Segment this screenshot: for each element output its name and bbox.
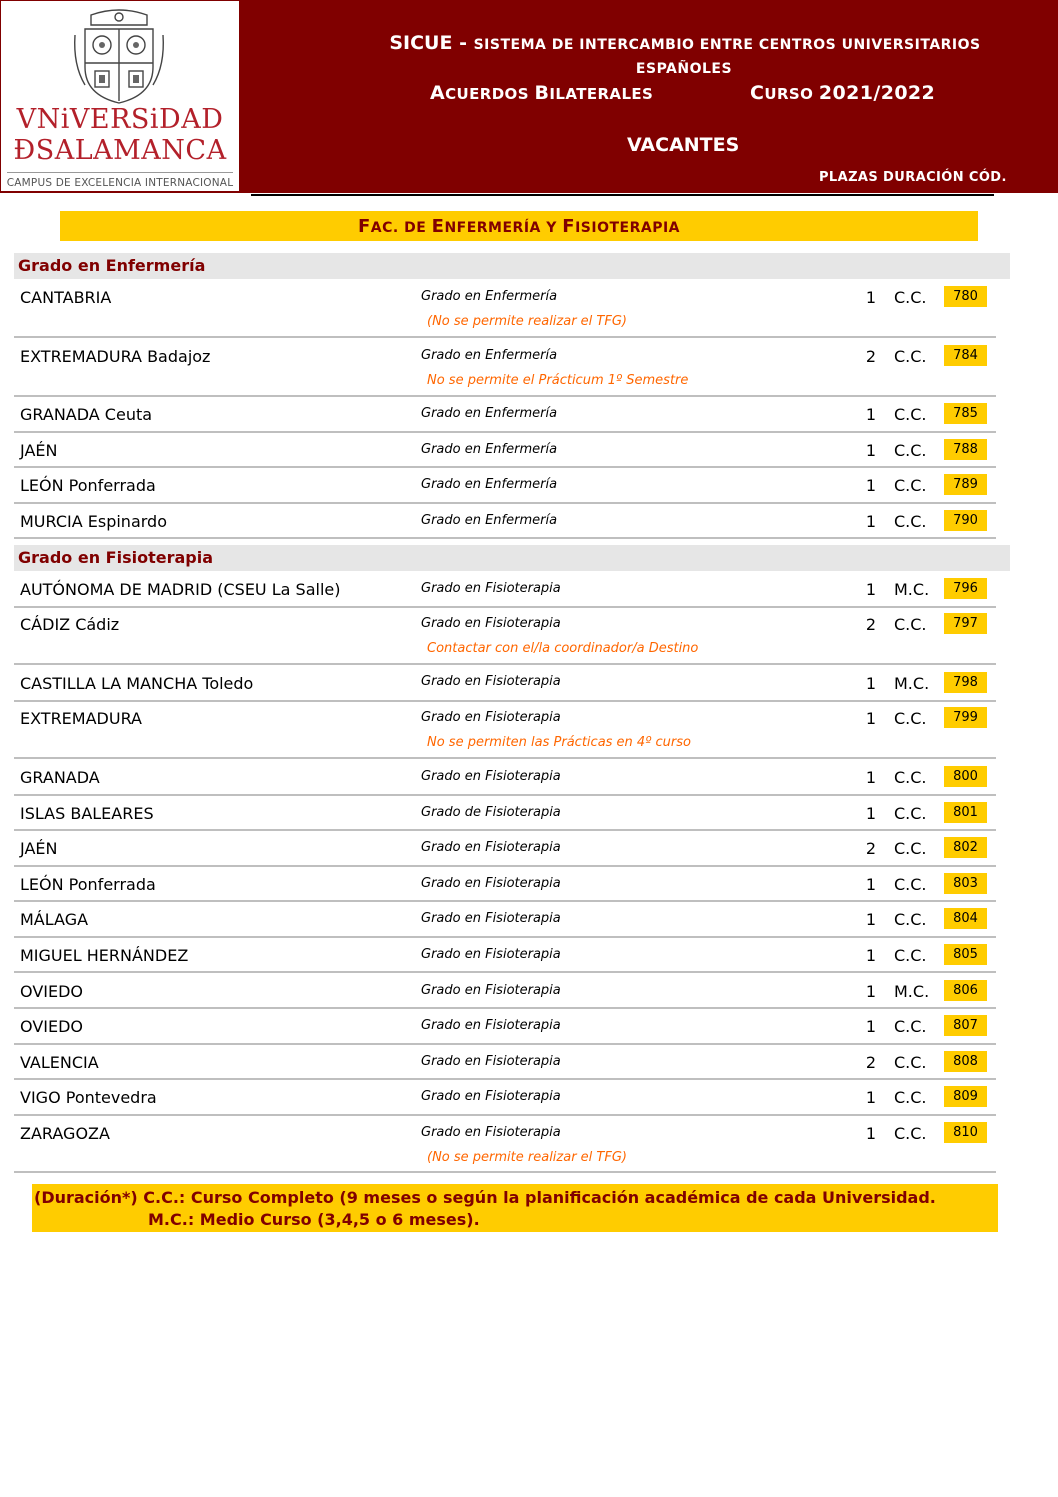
- degree-name: Grado en Enfermería: [421, 442, 558, 457]
- codigo-badge: 808: [944, 1051, 987, 1072]
- university-name: EXTREMADURA: [20, 709, 142, 728]
- degree-name: Grado en Fisioterapia: [421, 769, 561, 784]
- university-name: JAÉN: [20, 441, 58, 460]
- codigo-badge: 809: [944, 1086, 987, 1107]
- university-name: LEÓN Ponferrada: [20, 875, 156, 894]
- plazas-value: 1: [865, 1017, 877, 1036]
- row-separator: [14, 829, 996, 831]
- plazas-value: 1: [865, 580, 877, 599]
- plazas-value: 1: [865, 946, 877, 965]
- section-title: Grado en Enfermería: [18, 256, 206, 275]
- curso-year: 2021/2022: [818, 82, 936, 104]
- plazas-value: 1: [865, 476, 877, 495]
- university-name: VALENCIA: [20, 1053, 99, 1072]
- duracion-value: C.C.: [894, 1124, 927, 1143]
- duracion-value: C.C.: [894, 709, 927, 728]
- duracion-value: C.C.: [894, 946, 927, 965]
- university-name: ZARAGOZA: [20, 1124, 110, 1143]
- university-name: EXTREMADURA Badajoz: [20, 347, 211, 366]
- row-separator: [14, 971, 996, 973]
- acuerdos-cap: A: [430, 82, 446, 104]
- duracion-value: C.C.: [894, 1088, 927, 1107]
- degree-name: Grado en Fisioterapia: [421, 1125, 561, 1140]
- logo-text-line1: VNiVERSiDAD: [16, 104, 224, 135]
- vacantes-heading: VACANTES: [627, 134, 740, 156]
- degree-name: Grado en Fisioterapia: [421, 581, 561, 596]
- page-title: [360, 32, 1010, 54]
- codigo-badge: 806: [944, 980, 987, 1001]
- codigo-badge: 796: [944, 578, 987, 599]
- row-separator: [14, 466, 996, 468]
- bilaterales-cap: B: [534, 82, 550, 104]
- degree-name: Grado en Fisioterapia: [421, 616, 561, 631]
- plazas-value: 1: [865, 982, 877, 1001]
- duracion-value: C.C.: [894, 768, 927, 787]
- title-sicue: SICUE -: [389, 32, 474, 54]
- duracion-value: C.C.: [894, 512, 927, 531]
- university-name: GRANADA: [20, 768, 100, 787]
- row-separator: [14, 1114, 996, 1116]
- degree-name: Grado en Fisioterapia: [421, 947, 561, 962]
- title-line2: ESPAÑOLES: [635, 61, 733, 77]
- row-note: (No se permite realizar el TFG): [427, 1150, 627, 1165]
- plazas-value: 1: [865, 709, 877, 728]
- university-name: VIGO Pontevedra: [20, 1088, 157, 1107]
- header-rule: [251, 194, 994, 196]
- codigo-badge: 802: [944, 837, 987, 858]
- university-name: CASTILLA LA MANCHA Toledo: [20, 674, 254, 693]
- section-header-enfermeria: [14, 253, 1010, 279]
- university-name: ISLAS BALEARES: [20, 804, 154, 823]
- university-name: MURCIA Espinardo: [20, 512, 167, 531]
- plazas-value: 2: [865, 615, 877, 634]
- plazas-value: 2: [865, 839, 877, 858]
- row-note: (No se permite realizar el TFG): [427, 314, 627, 329]
- row-note: No se permiten las Prácticas en 4º curso: [427, 735, 691, 750]
- faculty-cap-1: F: [357, 216, 371, 237]
- plazas-value: 2: [865, 347, 877, 366]
- section-header-fisioterapia: [14, 545, 1010, 571]
- degree-name: Grado en Fisioterapia: [421, 840, 561, 855]
- codigo-badge: 784: [944, 345, 987, 366]
- row-separator: [14, 537, 996, 539]
- row-separator: [14, 431, 996, 433]
- duracion-value: C.C.: [894, 1017, 927, 1036]
- logo-divider: [7, 172, 233, 173]
- logo-text-line2: ÐSALAMANCA: [13, 135, 227, 166]
- duracion-value: C.C.: [894, 405, 927, 424]
- title-description: SISTEMA DE INTERCAMBIO ENTRE CENTROS UNIVERSITARIOS: [473, 37, 981, 53]
- duracion-value: C.C.: [894, 910, 927, 929]
- degree-name: Grado en Enfermería: [421, 406, 558, 421]
- duracion-value: C.C.: [894, 288, 927, 307]
- duracion-value: C.C.: [894, 839, 927, 858]
- codigo-badge: 790: [944, 510, 987, 531]
- row-note: Contactar con el/la coordinador/a Destino: [427, 641, 699, 656]
- university-name: LEÓN Ponferrada: [20, 476, 156, 495]
- plazas-value: 1: [865, 512, 877, 531]
- degree-name: Grado en Enfermería: [421, 513, 558, 528]
- degree-name: Grado en Fisioterapia: [421, 1089, 561, 1104]
- plazas-value: 1: [865, 441, 877, 460]
- faculty-rest-2: NFERMERÍA Y: [444, 220, 563, 236]
- degree-clip: [421, 674, 561, 692]
- duracion-value: M.C.: [894, 674, 930, 693]
- university-name: OVIEDO: [20, 1017, 83, 1036]
- row-separator: [14, 900, 996, 902]
- university-name: OVIEDO: [20, 982, 83, 1001]
- degree-name: Grado en Enfermería: [421, 289, 558, 304]
- curso-rest: URSO: [764, 85, 819, 103]
- plazas-value: 1: [865, 405, 877, 424]
- codigo-badge: 797: [944, 613, 987, 634]
- duracion-value: C.C.: [894, 875, 927, 894]
- codigo-badge: 798: [944, 672, 987, 693]
- degree-name: Grado en Fisioterapia: [421, 1018, 561, 1033]
- university-name: MÁLAGA: [20, 910, 89, 929]
- codigo-badge: 801: [944, 802, 987, 823]
- codigo-badge: 789: [944, 474, 987, 495]
- codigo-badge: 805: [944, 944, 987, 965]
- degree-name: Grado en Fisioterapia: [421, 876, 561, 891]
- row-separator: [14, 794, 996, 796]
- plazas-value: 1: [865, 288, 877, 307]
- row-separator: [14, 606, 996, 608]
- row-separator: [14, 1171, 996, 1173]
- duracion-value: C.C.: [894, 476, 927, 495]
- degree-name: Grado en Fisioterapia: [421, 1054, 561, 1069]
- codigo-badge: 799: [944, 707, 987, 728]
- codigo-badge: 800: [944, 766, 987, 787]
- university-name: CANTABRIA: [20, 288, 112, 307]
- faculty-cap-2: E: [431, 216, 445, 237]
- row-separator: [14, 757, 996, 759]
- duracion-value: C.C.: [894, 615, 927, 634]
- codigo-badge: 803: [944, 873, 987, 894]
- column-headers: PLAZAS DURACIÓN CÓD.: [819, 170, 1007, 185]
- duracion-value: C.C.: [894, 347, 927, 366]
- row-separator: [14, 395, 996, 397]
- row-separator: [14, 336, 996, 338]
- degree-name: Grado en Enfermería: [421, 348, 558, 363]
- row-separator: [14, 502, 996, 504]
- curso-label: [750, 82, 935, 104]
- row-separator: [14, 700, 996, 702]
- degree-name: Grado en Fisioterapia: [421, 983, 561, 998]
- university-name: GRANADA Ceuta: [20, 405, 153, 424]
- plazas-value: 2: [865, 1053, 877, 1072]
- row-note: No se permite el Prácticum 1º Semestre: [427, 373, 689, 388]
- plazas-value: 1: [865, 1124, 877, 1143]
- codigo-badge: 788: [944, 439, 987, 460]
- logo-subtitle: CAMPUS DE EXCELENCIA INTERNACIONAL: [6, 177, 234, 189]
- university-logo: [1, 1, 239, 191]
- degree-name: Grado de Fisioterapia: [421, 805, 561, 820]
- university-seal-icon: [71, 5, 167, 105]
- row-separator: [14, 1043, 996, 1045]
- faculty-heading: [60, 211, 978, 241]
- faculty-cap-3: F: [562, 216, 576, 237]
- section-title: Grado en Fisioterapia: [18, 548, 213, 567]
- codigo-badge: 785: [944, 403, 987, 424]
- legend-line1: (Duración*) C.C.: Curso Completo (9 meses o según la planificación académica de cada Universidad.: [34, 1188, 936, 1207]
- acuerdos-rest: CUERDOS: [445, 85, 535, 103]
- university-name: CÁDIZ Cádiz: [20, 615, 120, 634]
- degree-name: Grado en Fisioterapia: [421, 674, 561, 689]
- bilaterales-rest: ILATERALES: [549, 85, 654, 103]
- curso-cap: C: [750, 82, 765, 104]
- acuerdos-bilaterales: [430, 82, 653, 104]
- legend-line2: M.C.: Medio Curso (3,4,5 o 6 meses).: [148, 1210, 480, 1229]
- plazas-value: 1: [865, 674, 877, 693]
- codigo-badge: 804: [944, 908, 987, 929]
- university-name: JAÉN: [20, 839, 58, 858]
- duracion-value: M.C.: [894, 580, 930, 599]
- faculty-rest-1: AC. DE: [370, 220, 432, 236]
- degree-name: Grado en Enfermería: [421, 477, 558, 492]
- page-header: [0, 0, 1058, 193]
- degree-name: Grado en Fisioterapia: [421, 710, 561, 725]
- university-name: AUTÓNOMA DE MADRID (CSEU La Salle): [20, 580, 341, 599]
- codigo-badge: 810: [944, 1122, 987, 1143]
- plazas-value: 1: [865, 875, 877, 894]
- row-separator: [14, 1007, 996, 1009]
- row-separator: [14, 936, 996, 938]
- row-separator: [14, 1078, 996, 1080]
- university-name: MIGUEL HERNÁNDEZ: [20, 946, 189, 965]
- plazas-value: 1: [865, 804, 877, 823]
- faculty-rest-3: ISIOTERAPIA: [575, 220, 681, 236]
- duracion-value: C.C.: [894, 1053, 927, 1072]
- duration-legend: [32, 1184, 998, 1232]
- codigo-badge: 780: [944, 286, 987, 307]
- duracion-value: M.C.: [894, 982, 930, 1001]
- plazas-value: 1: [865, 768, 877, 787]
- duracion-value: C.C.: [894, 804, 927, 823]
- row-separator: [14, 865, 996, 867]
- row-separator: [14, 663, 996, 665]
- degree-name: Grado en Fisioterapia: [421, 911, 561, 926]
- plazas-value: 1: [865, 1088, 877, 1107]
- codigo-badge: 807: [944, 1015, 987, 1036]
- plazas-value: 1: [865, 910, 877, 929]
- duracion-value: C.C.: [894, 441, 927, 460]
